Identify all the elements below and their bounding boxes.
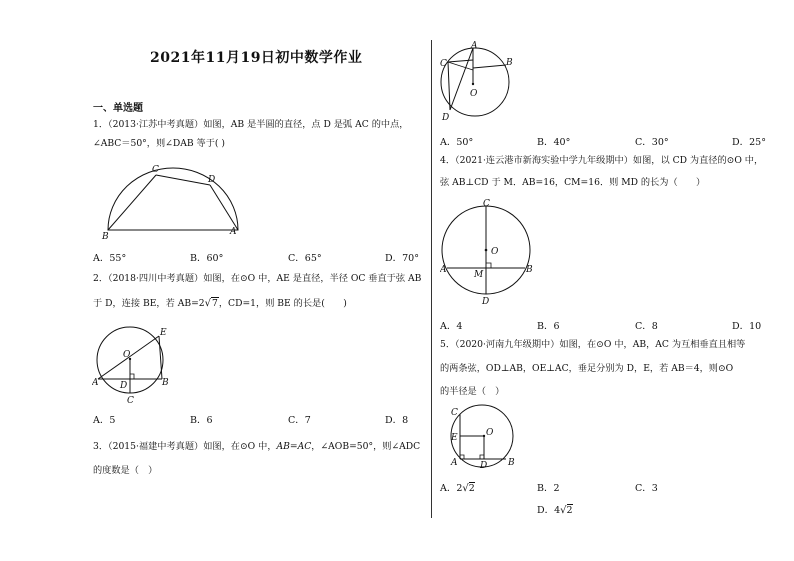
q1-option-c[interactable]: C．65° — [288, 253, 322, 264]
q3-option-d[interactable]: D．25° — [732, 137, 766, 148]
q3-label-d: D — [442, 113, 450, 123]
q5-text-line1: 5．（2020·河南九年级期中）如图，在⊙O 中，AB，AC 为互相垂直且相等 — [440, 339, 746, 350]
q5-text-line3: 的半径是（ ） — [440, 386, 505, 397]
q3-label-a: A — [471, 41, 478, 51]
q5-label-c: C — [451, 408, 458, 418]
q2-option-d[interactable]: D．8 — [385, 415, 409, 426]
q1-semicircle-figure — [100, 160, 250, 240]
q2-label-c: C — [127, 396, 134, 404]
q1-text-line1: 1．（2013·江苏中考真题）如图，AB 是半圆的直径，点 D 是弧 AC 的中点， — [93, 119, 409, 130]
q2-label-d: D — [120, 381, 128, 391]
q3-text-line2: 的度数是（ ） — [93, 465, 158, 476]
q5-label-d: D — [480, 461, 488, 471]
q1-text-line2: ∠ABC＝50°，则∠DAB 等于( ) — [93, 138, 225, 149]
q3-circle-figure — [438, 40, 518, 125]
q5-label-b: B — [508, 458, 515, 468]
q5-label-a: A — [451, 458, 458, 468]
page-title: 2021年11月19日初中数学作业 — [150, 50, 363, 66]
q2-option-b[interactable]: B．6 — [190, 415, 213, 426]
q4-label-m: M — [474, 270, 484, 280]
q5-circle-figure — [446, 404, 521, 472]
column-divider — [431, 40, 432, 518]
q2-text-line2 — [93, 297, 347, 310]
q3-label-c: C — [440, 59, 447, 69]
section-heading: 一、单选题 — [93, 103, 143, 114]
q1-option-b[interactable]: B．60° — [190, 253, 224, 264]
sqrt-sign: √ — [462, 483, 469, 494]
q5-option-d-label: D．4 — [537, 505, 561, 516]
q2-label-o: O — [123, 350, 131, 360]
q3-option-c[interactable]: C．30° — [635, 137, 669, 148]
q4-label-a: A — [440, 265, 447, 275]
q5-label-o: O — [486, 428, 494, 438]
q2-label-b: B — [162, 378, 169, 388]
q1-label-d: D — [208, 175, 216, 185]
q4-option-d[interactable]: D．10 — [732, 321, 762, 332]
q3-option-a[interactable]: A．50° — [440, 137, 474, 148]
q1-option-a[interactable]: A．55° — [93, 253, 127, 264]
q3-label-b: B — [506, 58, 513, 68]
q3-label-o: O — [470, 89, 478, 99]
q3-option-b[interactable]: B．40° — [537, 137, 571, 148]
q3-arc-ab-label: AB — [276, 441, 290, 452]
q4-option-b[interactable]: B．6 — [537, 321, 560, 332]
q3-text-line1 — [93, 440, 420, 453]
q2-circle-figure — [92, 322, 172, 404]
q3-arc-equals: = — [289, 441, 298, 452]
q1-label-c: C — [152, 165, 159, 175]
q3-arc-ab — [277, 440, 290, 453]
q3-arc-ac: AC — [297, 441, 312, 452]
q2-label-e: E — [160, 328, 167, 338]
q4-label-b: B — [526, 265, 533, 275]
q2-text-line2-end: ，CD=1，则 BE 的长是( ) — [218, 298, 347, 309]
q5-option-a-label: A．2 — [440, 483, 463, 494]
sqrt-sign: √ — [560, 505, 567, 516]
q4-option-a[interactable]: A．4 — [440, 321, 463, 332]
q4-text-line2: 弦 AB⊥CD 于 M．AB=16，CM=16．则 MD 的长为（ ） — [440, 177, 706, 188]
q2-text-line1: 2．（2018·四川中考真题）如图，在⊙O 中，AE 是直径，半径 OC 垂直于弦 AB — [93, 273, 422, 284]
q4-label-d: D — [482, 297, 490, 306]
q2-option-c[interactable]: C．7 — [288, 415, 311, 426]
q1-option-d[interactable]: D．70° — [385, 253, 419, 264]
q5-option-b[interactable]: B．2 — [537, 483, 560, 494]
q4-text-line1: 4．（2021·连云港市新海实验中学九年级期中）如图，以 CD 为直径的⊙O 中， — [440, 155, 764, 166]
q4-label-c: C — [483, 199, 490, 209]
q5-option-a[interactable] — [440, 480, 475, 494]
q2-text-line2-start: 于 D，连接 BE，若 AB=2 — [93, 298, 205, 309]
q5-option-d-sqrt: 2 — [566, 505, 573, 516]
q2-label-a: A — [92, 378, 99, 388]
q5-option-c[interactable]: C．3 — [635, 483, 658, 494]
q5-option-a-sqrt: 2 — [468, 483, 475, 494]
q4-circle-figure — [440, 198, 540, 306]
q3-text-start: 3．（2015·福建中考真题）如图，在⊙O 中， — [93, 441, 277, 452]
q5-label-e: E — [451, 433, 458, 443]
q5-option-d[interactable] — [537, 502, 573, 516]
q1-label-a: A — [230, 227, 237, 237]
q4-option-c[interactable]: C．8 — [635, 321, 658, 332]
q4-label-o: O — [491, 247, 499, 257]
q2-sqrt-value: 7 — [212, 298, 218, 309]
q5-text-line2: 的两条弦，OD⊥AB，OE⊥AC，垂足分别为 D，E，若 AB＝4，则⊙O — [440, 363, 734, 374]
q1-label-b: B — [102, 232, 109, 240]
q3-text-end: ，∠AOB=50°，则∠ADC — [311, 441, 421, 452]
q2-option-a[interactable]: A．5 — [93, 415, 116, 426]
sqrt-sign: √ — [204, 298, 212, 309]
